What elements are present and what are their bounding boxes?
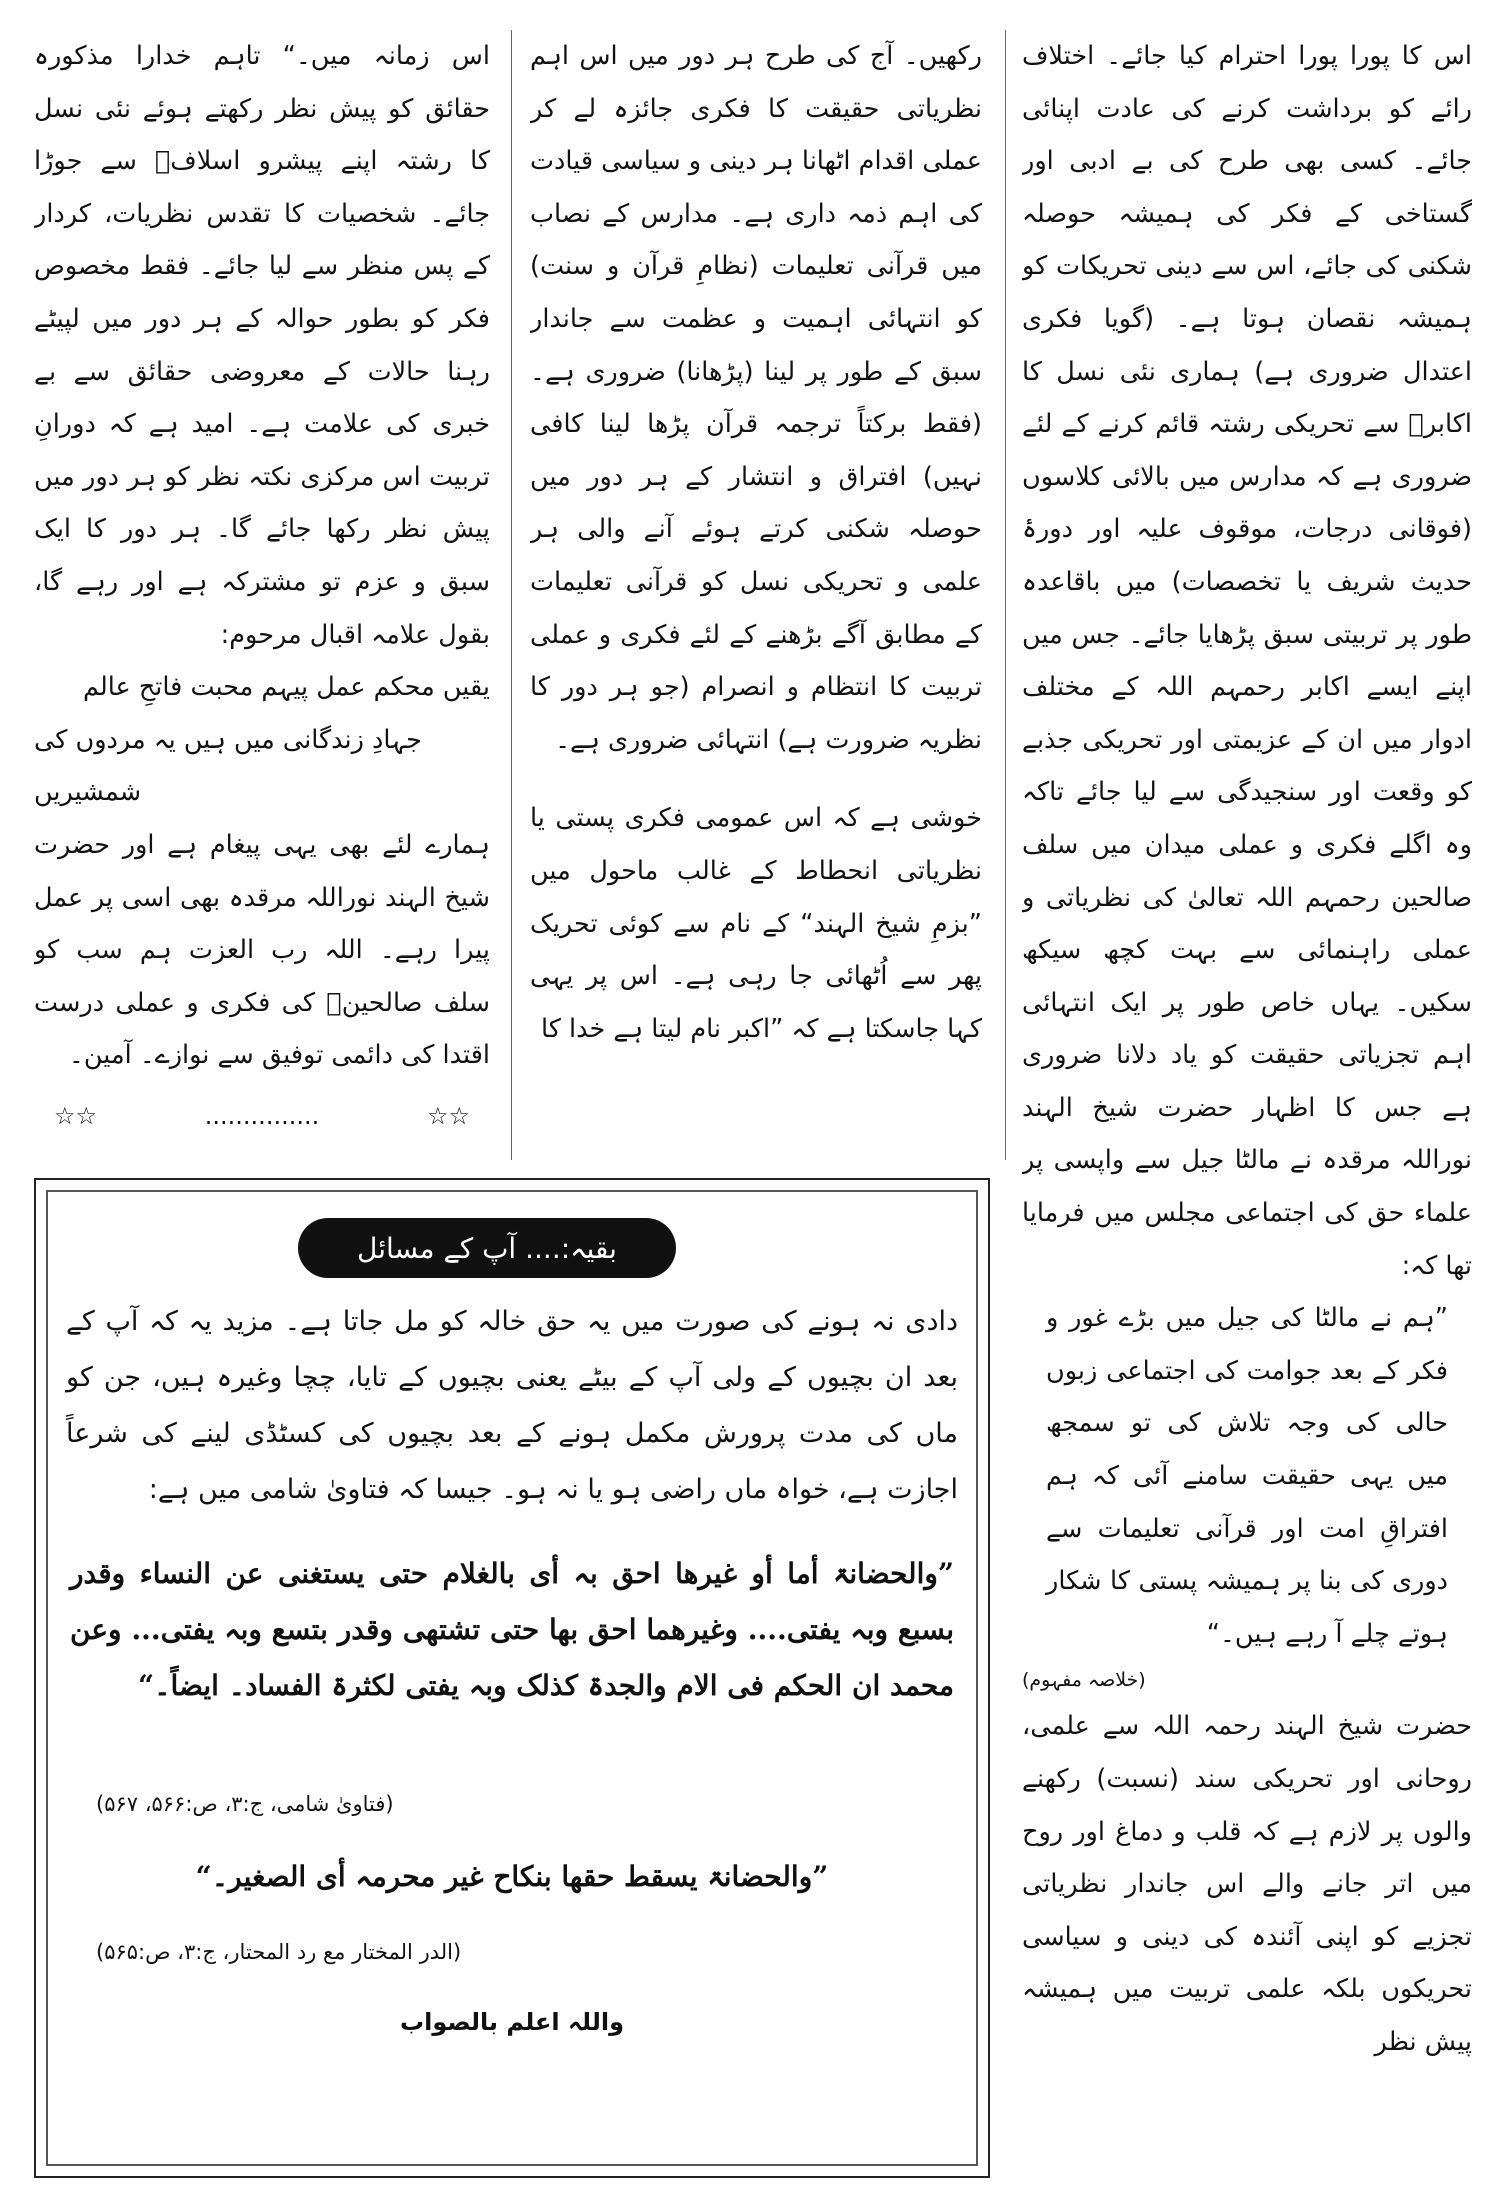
arabic-quotation-2: ”والحضانۃ یسقط حقھا بنکاح غیر محرمہ أی الصغیر۔“ bbox=[195, 1860, 829, 1893]
column-right-paragraph: اس کا پورا پورا احترام کیا جائے۔ اختلاف رائے کو برداشت کرنے کی عادت اپنائی جائے۔ کسی بھی طرح کی بے ادبی اور گستاخی کے فکر کی ہمیشہ حوصلہ شکنی کی جائے، اس سے دینی تحریکات کو ہمیشہ نقصان ہوتا ہے۔ (گویا فکری اعتدال ضروری ہے) ہماری نئی نسل کا اکابرؒ سے تحریکی رشتہ قائم کرنے کے لئے ضروری ہے کہ مدارس میں بالائی کلاسوں (فوقانی درجات، موقوف علیہ اور دورۂ حدیث شریف یا تخصصات) میں باقاعدہ طور پر تربیتی سبق پڑھایا جائے۔ جس میں اپنے ایسے اکابر رحمہم اللہ کے مختلف ادوار میں ان کے عزیمتی اور تحریکی جذبے کو وقعت اور سنجیدگی سے لیا جائے تاکہ وہ اگلے فکری و عملی میدان میں سلف صالحین رحمہم اللہ تعالیٰ کی نظریاتی و عملی راہنمائی سے بہت کچھ سیکھ سکیں۔ یہاں خاص طور پر ایک انتہائی اہم تجزیاتی حقیقت کو یاد دلانا ضروری ہے جس کا اظہار حضرت شیخ الہند نوراللہ مرقدہ نے مالٹا جیل سے واپسی پر علماء حق کی اجتماعی مجلس میں فرمایا تھا کہ: bbox=[1022, 41, 1472, 1281]
column-right bbox=[1022, 30, 1472, 2190]
column-right-quote-note: (خلاصہ مفہوم) bbox=[1022, 1669, 1146, 1692]
closing-phrase: واللہ اعلم بالصواب bbox=[399, 2008, 625, 2036]
arabic-quotation bbox=[70, 1546, 954, 1714]
column-right-closing: حضرت شیخ الہند رحمہ اللہ سے علمی، روحانی اور تحریکی سند (نسبت) رکھنے والوں پر لازم ہے کہ قلب و دماغ اور روح میں اتر جانے والے اس جاندار نظریاتی تجزیے کو اپنی آئندہ کی دینی و سیاسی تحریکوں بلکہ علمی تربیت میں ہمیشہ پیش نظر bbox=[1022, 1711, 1472, 2057]
stars-right: ☆☆ bbox=[426, 1101, 470, 1130]
stars-left: ☆☆ bbox=[54, 1101, 98, 1130]
end-marker bbox=[34, 1090, 490, 1143]
column-divider-left bbox=[511, 30, 512, 1160]
continuation-paragraph-text: دادی نہ ہونے کی صورت میں یہ حق خالہ کو مل جاتا ہے۔ مزید یہ کہ آپ کے بعد ان بچیوں کے ولی آپ کے بیٹے یعنی بچیوں کے تایا، چچا وغیرہ ہیں، جن کو ماں کی مدت پرورش مکمل ہونے کے بعد بچیوں کی کسٹڈی لینے کی شرعاً اجازت ہے، خواہ ماں راضی ہو یا نہ ہو۔ جیسا کہ فتاویٰ شامی میں ہے: bbox=[66, 1306, 958, 1505]
column-left bbox=[34, 30, 490, 1170]
continuation-box bbox=[34, 1178, 990, 2178]
separator-dots: ............... bbox=[204, 1101, 320, 1130]
column-middle bbox=[530, 30, 982, 1170]
reference-2: (الدر المختار مع رد المحتار، ج:۳، ص:۵۶۵) bbox=[96, 1940, 462, 1964]
arabic-quotation-1: ”والحضانۃ أما أو غیرھا احق بہ أی بالغلام حتی یستغنی عن النساء وقدر بسبع وبہ یفتی.... وغیرھما احق بھا حتی تشتھی وقدر بتسع وبہ یفتی... وعن محمد ان الحکم فی الام والجدۃ کذلک وبہ یفتی لکثرۃ الفساد۔ ایضاً۔“ bbox=[70, 1557, 954, 1702]
column-middle-paragraph-2: خوشی ہے کہ اس عمومی فکری پستی یا نظریاتی انحطاط کے غالب ماحول میں ”بزمِ شیخ الہند“ کے نام سے کوئی تحریک پھر سے اُٹھائی جا رہی ہے۔ اس پر یہی کہا جاسکتا ہے کہ ”اکبر نام لیتا ہے خدا کا bbox=[530, 803, 982, 1044]
column-right-quote: ”ہم نے مالٹا کی جیل میں بڑے غور و فکر کے بعد جوامت کی اجتماعی زبوں حالی کی وجہ تلاش کی تو سمجھ میں یہی حقیقت سامنے آئی کہ ہم افتراقِ امت اور قرآنی تعلیمات سے دوری کی بنا پر ہمیشہ پستی کا شکار ہوتے چلے آ رہے ہیں۔“ bbox=[1046, 1303, 1448, 1649]
poetry-verse-1: یقیں محکم عمل پیہم محبت فاتحِ عالم bbox=[83, 672, 490, 703]
reference-1: (فتاویٰ شامی، ج:۳، ص:۵۶۶، ۵۶۷) bbox=[96, 1792, 394, 1816]
poetry-verse-2: جہادِ زندگانی میں ہیں یہ مردوں کی شمشیریں bbox=[34, 724, 422, 808]
column-middle-paragraph-1: رکھیں۔ آج کی طرح ہر دور میں اس اہم نظریاتی حقیقت کا فکری جائزہ لے کر عملی اقدام اٹھانا ہر دینی و سیاسی قیادت کی اہم ذمہ داری ہے۔ مدارس کے نصاب میں قرآنی تعلیمات (نظامِ قرآن و سنت) کو انتہائی اہمیت و عظمت سے جاندار سبق کے طور پر لینا (پڑھانا) ضروری ہے۔ (فقط برکتاً ترجمہ قرآن پڑھا لینا کافی نہیں) افتراق و انتشار کے ہر دور میں حوصلہ شکنی کرتے ہوئے آنے والی ہر علمی و تحریکی نسل کو قرآنی تعلیمات کے مطابق آگے بڑھنے کے لئے فکری و عملی تربیت کا انتظام و انصرام (جو ہر دور کا نظریہ ضرورت ہے) انتہائی ضروری ہے۔ bbox=[530, 41, 982, 755]
continuation-paragraph bbox=[66, 1294, 958, 1518]
column-left-closing: ہمارے لئے بھی یہی پیغام ہے اور حضرت شیخ الہند نوراللہ مرقدہ بھی اسی پر عمل پیرا رہے۔ اللہ رب العزت ہم سب کو سلف صالحینؒ کی فکری و عملی درست اقتدا کی دائمی توفیق سے نوازے۔ آمین۔ bbox=[34, 829, 490, 1071]
column-divider-right bbox=[1005, 30, 1006, 1160]
column-left-paragraph: اس زمانہ میں۔“ تاہم خدارا مذکورہ حقائق کو پیش نظر رکھتے ہوئے نئی نسل کا رشتہ اپنے پیشرو اسلافؒ سے جوڑا جائے۔ شخصیات کا تقدس نظریات، کردار کے پس منظر سے لیا جائے۔ فقط مخصوص فکر کو بطور حوالہ کے ہر دور میں لپیٹے رہنا حالات کے معروضی حقائق سے بے خبری کی علامت ہے۔ امید ہے کہ دورانِ تربیت اس مرکزی نکتہ نظر کو ہر دور میں پیش نظر رکھا جائے گا۔ ہر دور کا ایک سبق و عزم تو مشترکہ ہے اور رہے گا، بقول علامہ اقبال مرحوم: bbox=[34, 41, 490, 650]
continuation-heading: بقیہ:.... آپ کے مسائل bbox=[298, 1218, 676, 1278]
